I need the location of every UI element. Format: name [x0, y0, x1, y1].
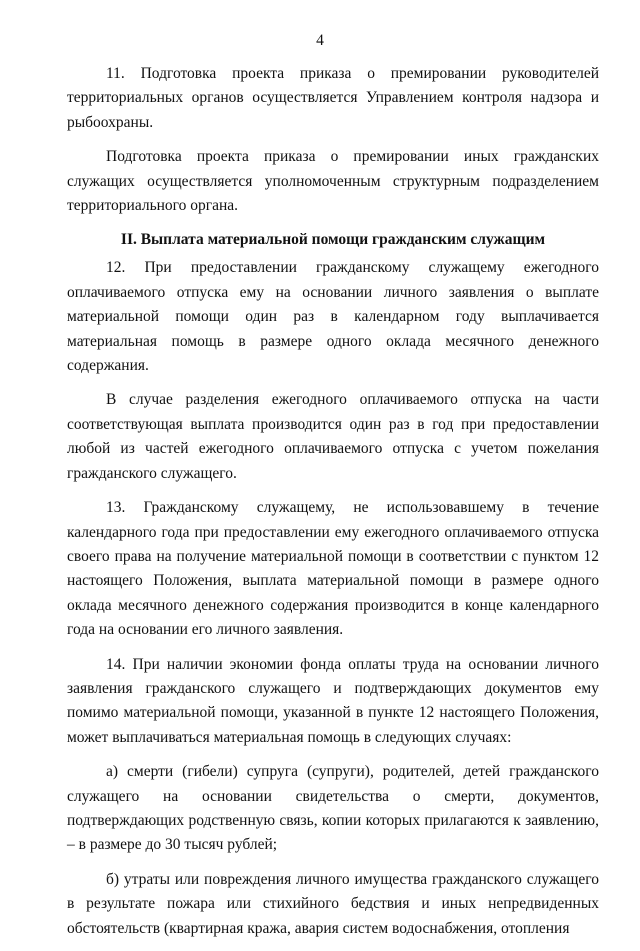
paragraph-12-continued: В случае разделения ежегодного оплачиваемого отпуска на части соответствующая выплата производится один раз в год при предоставлении любой из частей ежегодного оплачиваемого отпуска с учетом пожелания гражданского служащего. — [67, 391, 599, 482]
paragraph-11: 11. Подготовка проекта приказа о премировании руководителей территориальных органов осуществляется Управлением контроля надзора и рыбоохраны. — [67, 65, 599, 131]
paragraph-11-continued: Подготовка проекта приказа о премировании иных гражданских служащих осуществляется уполномоченным структурным подразделением территориального органа. — [67, 148, 599, 215]
section-heading: II. Выплата материальной помощи гражданским служащим — [120, 231, 546, 249]
page-number: 4 — [316, 32, 324, 49]
paragraph-14-item-b: б) утраты или повреждения личного имущества гражданского служащего в результате пожара или стихийного бедствия и иных непредвиденных обстоятельств (квартирная кража, авария систем водоснабжения, отопления — [67, 870, 599, 937]
paragraph-13: 13. Гражданскому служащему, не использовавшему в течение календарного года при предоставлении ему ежегодного оплачиваемого отпуска своего права на получение материальной помощи в соответствии с пунктом 12 настоящего Положения, выплата материальной помощи в размере одного оклада месячного денежного содержания производится в конце календарного года на основании его личного заявления. — [67, 499, 599, 639]
paragraph-14-item-a: а) смерти (гибели) супруга (супруги), родителей, детей гражданского служащего на основании свидетельства о смерти, документов, подтверждающих родственную связь, копии которых прилагаются к заявлению, – в размере до 30 тысяч рублей; — [67, 763, 599, 854]
paragraph-14: 14. При наличии экономии фонда оплаты труда на основании личного заявления гражданского служащего и подтверждающих документов ему помимо материальной помощи, указанной в пункте 12 настоящего Положения, может выплачиваться материальная помощь в следующих случаях: — [67, 655, 599, 746]
document-body — [67, 62, 599, 951]
paragraph-12: 12. При предоставлении гражданскому служащему ежегодного оплачиваемого отпуска ему на основании личного заявления о выплате материальной помощи один раз в календарном году выплачивается материальная помощь в размере одного оклада месячного денежного содержания. — [67, 259, 599, 375]
